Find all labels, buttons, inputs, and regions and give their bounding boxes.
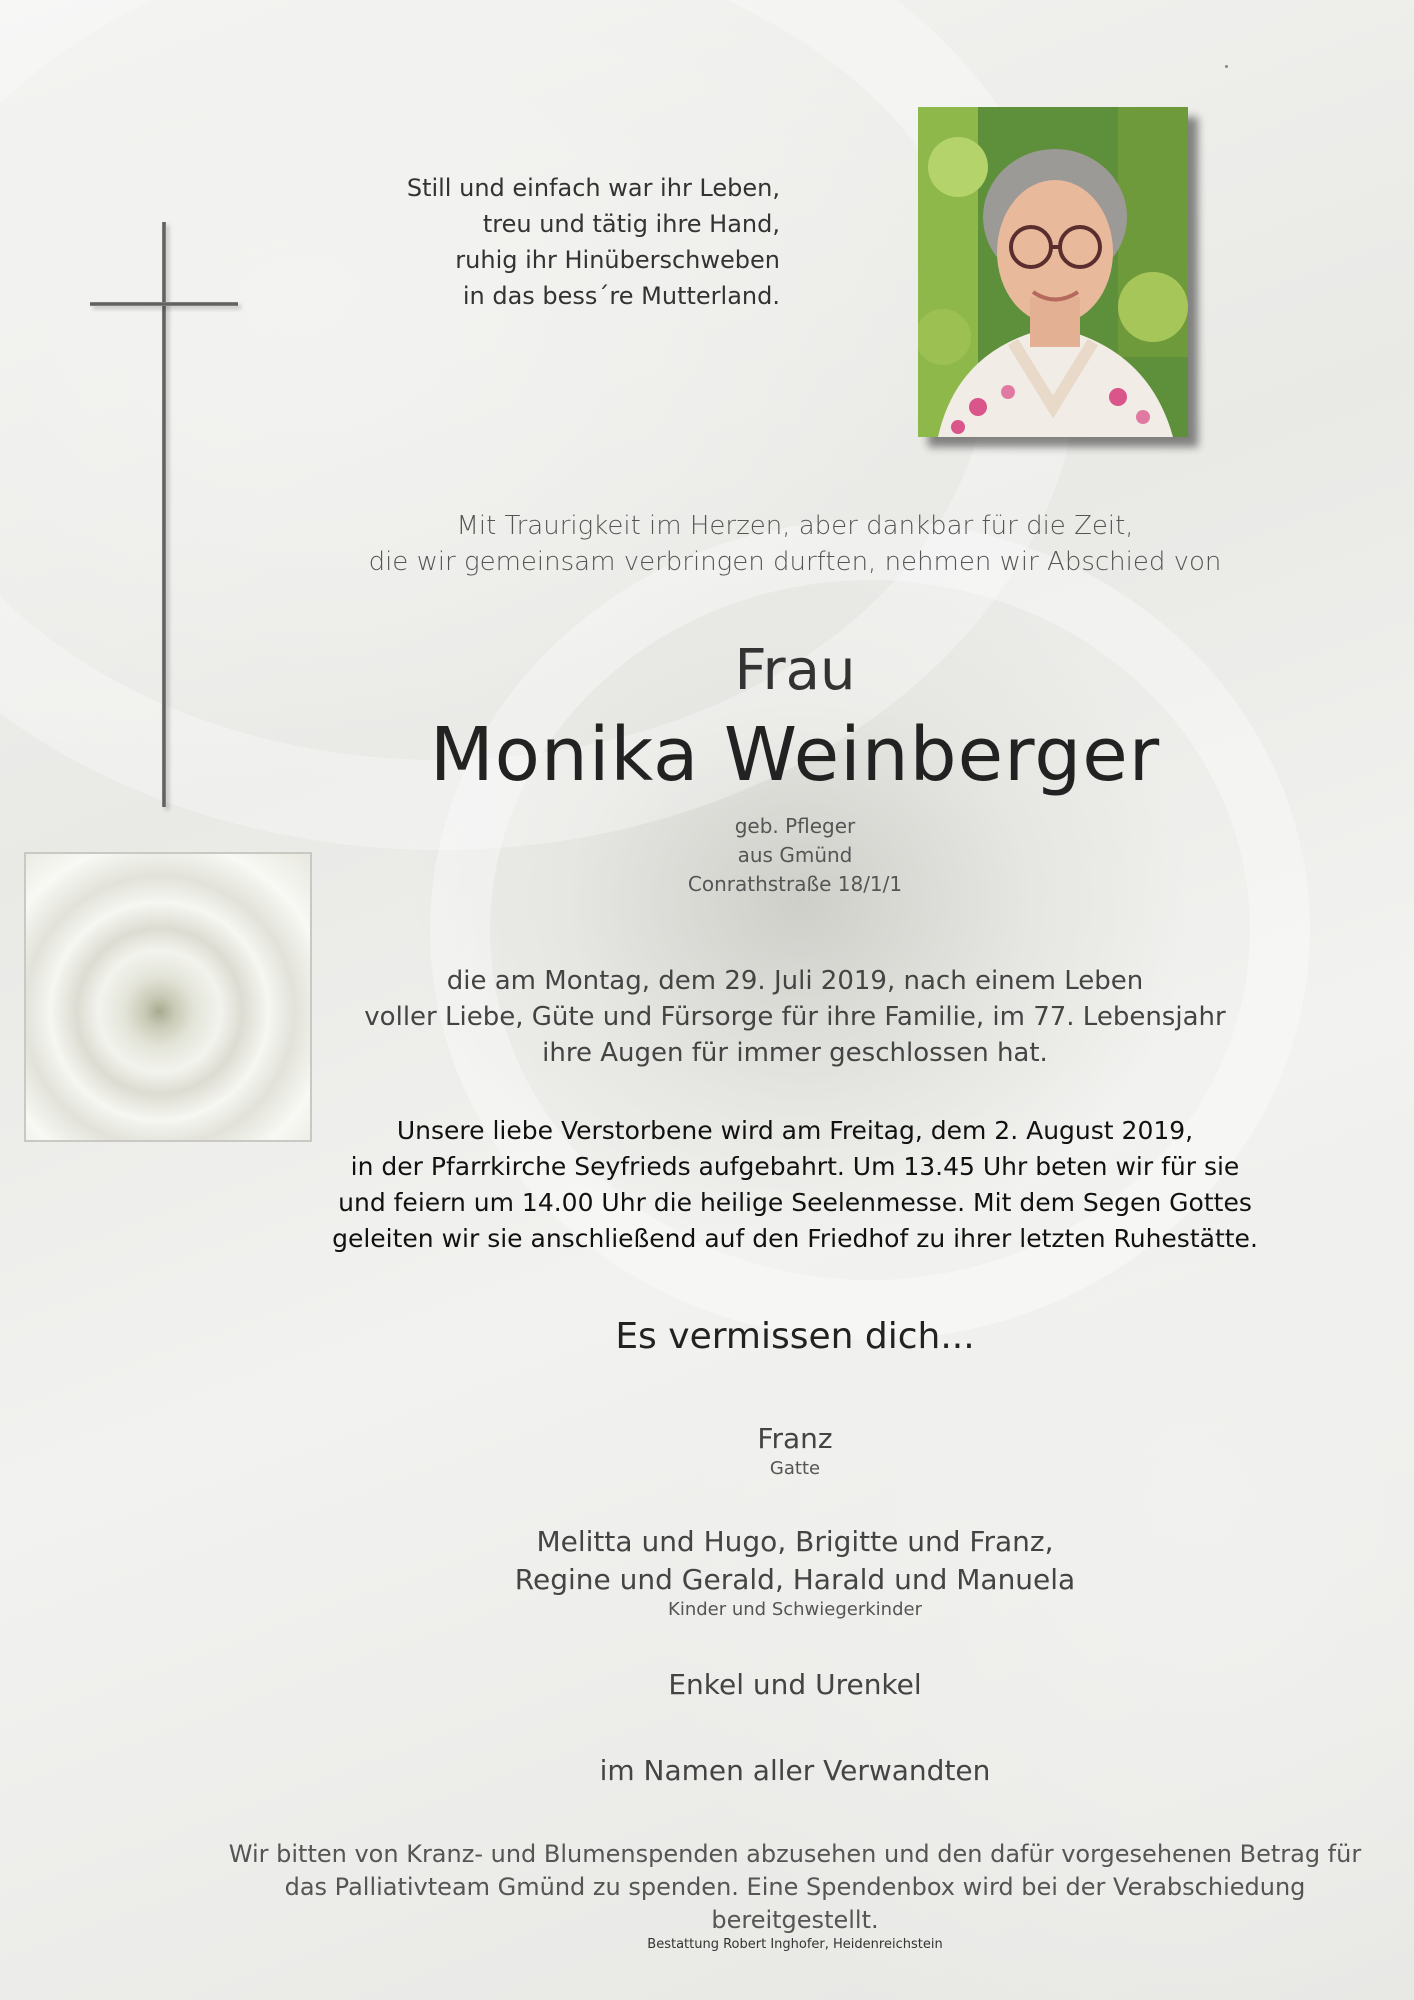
deceased-details	[230, 812, 1360, 899]
poem-line: in das bess´re Mutterland.	[462, 282, 780, 310]
address: Conrathstraße 18/1/1	[687, 872, 903, 896]
death-notice-line: die am Montag, dem 29. Juli 2019, nach einem Leben	[446, 966, 1144, 996]
salutation: Frau	[734, 638, 856, 703]
mourner-relatives: im Namen aller Verwandten	[599, 1754, 991, 1787]
service-line: in der Pfarrkirche Seyfrieds aufgebahrt. Um 13.45 Uhr beten wir für sie	[350, 1152, 1240, 1181]
mourner-spouse	[230, 1420, 1360, 1480]
cross-icon-bar	[90, 302, 238, 306]
service-line: geleiten wir sie anschließend auf den Friedhof zu ihrer letzten Ruhestätte.	[332, 1224, 1258, 1253]
donation-line: das Palliativteam Gmünd zu spenden. Eine Spendenbox wird bei der Verabschiedung bereitgestellt.	[284, 1873, 1306, 1934]
mourner-name: Regine und Gerald, Harald und Manuela	[514, 1563, 1076, 1596]
poem-line: treu und tätig ihre Hand,	[482, 210, 780, 238]
donation-line: Wir bitten von Kranz- und Blumenspenden abzusehen und den dafür vorgesehenen Betrag für	[228, 1840, 1362, 1868]
intro-line: die wir gemeinsam verbringen durften, nehmen wir Abschied von	[368, 547, 1222, 577]
service-line: und feiern um 14.00 Uhr die heilige Seelenmesse. Mit dem Segen Gottes	[338, 1188, 1252, 1217]
hometown: aus Gmünd	[737, 843, 853, 867]
death-notice-line: ihre Augen für immer geschlossen hat.	[542, 1038, 1048, 1068]
donation-note	[210, 1838, 1380, 1937]
funeral-home: Bestattung Robert Inghofer, Heidenreichstein	[647, 1937, 943, 1952]
mourner-children	[230, 1523, 1360, 1621]
mourner-grandchildren: Enkel und Urenkel	[668, 1668, 922, 1701]
death-notice	[230, 963, 1360, 1071]
portrait-photo	[918, 107, 1188, 437]
speck	[1225, 65, 1228, 68]
mourner-name: Franz	[757, 1422, 833, 1455]
intro-line: Mit Traurigkeit im Herzen, aber dankbar für die Zeit,	[456, 511, 1134, 541]
poem-line: ruhig ihr Hinüberschweben	[455, 246, 780, 274]
missed-heading: Es vermissen dich...	[615, 1316, 975, 1357]
poem	[330, 170, 780, 314]
intro-text	[230, 508, 1360, 580]
mourner-name: Melitta und Hugo, Brigitte und Franz,	[536, 1525, 1054, 1558]
mourner-relation: Gatte	[769, 1458, 821, 1479]
deceased-name: Monika Weinberger	[429, 712, 1161, 798]
service-line: Unsere liebe Verstorbene wird am Freitag, dem 2. August 2019,	[396, 1116, 1194, 1145]
service-info	[230, 1113, 1360, 1257]
mourner-relation: Kinder und Schwiegerkinder	[668, 1599, 922, 1620]
poem-line: Still und einfach war ihr Leben,	[406, 174, 780, 202]
death-notice-line: voller Liebe, Güte und Fürsorge für ihre Familie, im 77. Lebensjahr	[364, 1002, 1226, 1032]
maiden-name: geb. Pfleger	[734, 814, 856, 838]
cross-icon	[162, 222, 166, 807]
